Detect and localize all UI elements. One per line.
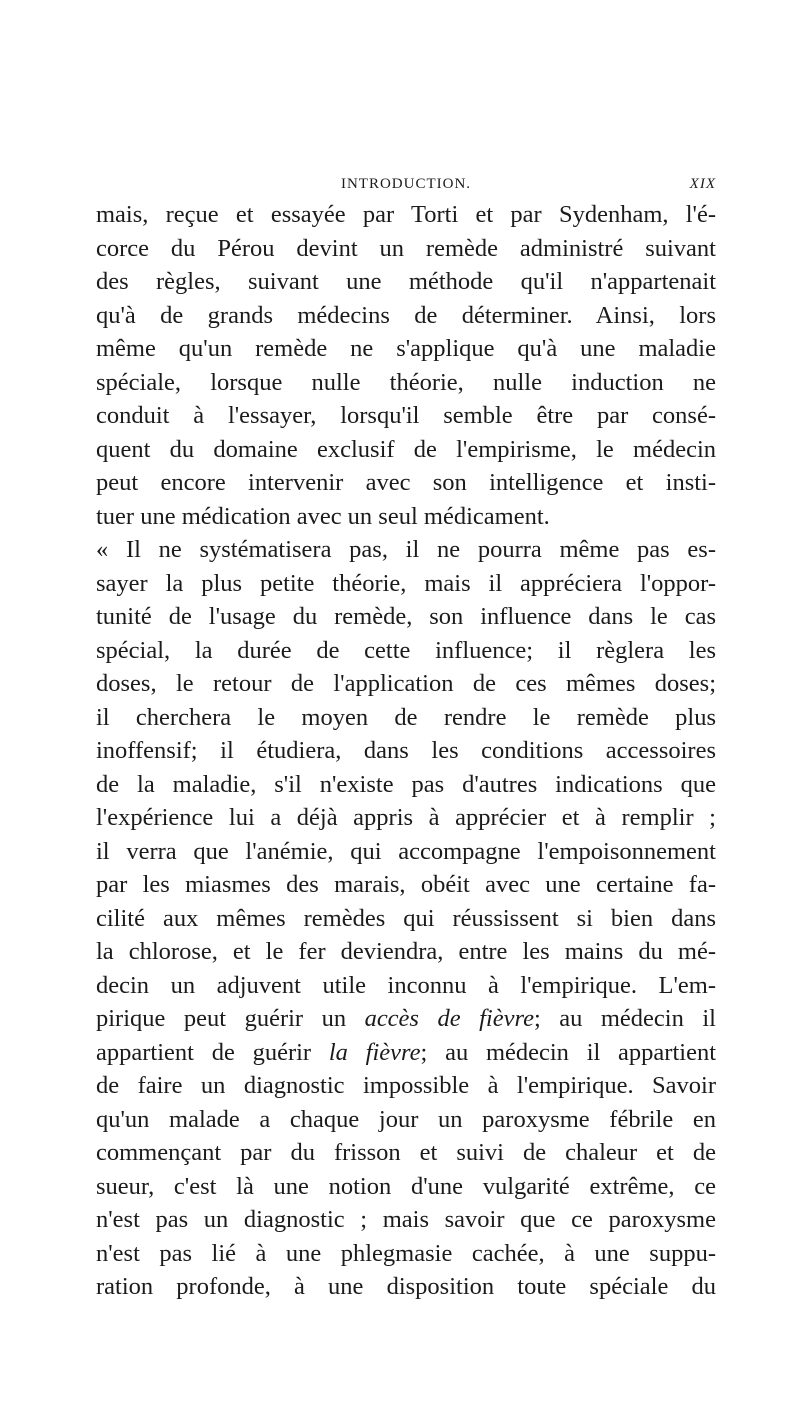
text-line: il verra que l'anémie, qui accompagne l'empoisonnement: [96, 837, 716, 865]
text-line: par les miasmes des marais, obéit avec une certaine fa-: [96, 871, 716, 898]
text-line: il cherchera le moyen de rendre le remède plus: [96, 703, 716, 731]
text-line: ration profonde, à une disposition toute spéciale du: [96, 1273, 716, 1300]
text-line: inoffensif; il étudiera, dans les conditions accessoires: [96, 737, 716, 764]
text-line: la chlorose, et le fer deviendra, entre les mains du mé-: [96, 938, 716, 965]
text-line: tuer une médication avec un seul médicament.: [96, 502, 550, 530]
text-line: qu'un malade a chaque jour un paroxysme fébrile en: [96, 1105, 716, 1133]
text-line: pirique peut guérir un accès de fièvre; au médecin il: [96, 1005, 716, 1032]
text-line: decin un adjuvent utile inconnu à l'empirique. L'em-: [96, 971, 716, 999]
running-head: [96, 176, 716, 198]
running-head-title: INTRODUCTION.: [340, 176, 472, 192]
text-line: peut encore intervenir avec son intelligence et insti-: [96, 469, 716, 496]
text-line: mais, reçue et essayée par Torti et par Sydenham, l'é-: [96, 201, 716, 228]
text-line: commençant par du frisson et suivi de chaleur et de: [96, 1139, 716, 1166]
text-line: conduit à l'essayer, lorsqu'il semble être par consé-: [96, 402, 716, 429]
text-line: tunité de l'usage du remède, son influence dans le cas: [96, 603, 716, 630]
text-line: même qu'un remède ne s'applique qu'à une maladie: [96, 335, 716, 362]
text-line: sayer la plus petite théorie, mais il appréciera l'oppor-: [96, 569, 716, 597]
text-line: n'est pas lié à une phlegmasie cachée, à une suppu-: [96, 1239, 716, 1267]
text-line: n'est pas un diagnostic ; mais savoir que ce paroxysme: [96, 1206, 716, 1233]
text-line: doses, le retour de l'application de ces mêmes doses;: [96, 670, 716, 697]
text-line: sueur, c'est là une notion d'une vulgarité extrême, ce: [96, 1172, 716, 1200]
text-line: corce du Pérou devint un remède administré suivant: [96, 234, 716, 262]
text-line: appartient de guérir la fièvre; au médecin il appartient: [96, 1038, 717, 1066]
text-line: de la maladie, s'il n'existe pas d'autres indications que: [96, 770, 716, 798]
text-line: spéciale, lorsque nulle théorie, nulle induction ne: [96, 368, 716, 396]
body-text: [96, 198, 716, 1304]
text-line: « Il ne systématisera pas, il ne pourra même pas es-: [96, 536, 716, 563]
text-line: des règles, suivant une méthode qu'il n'appartenait: [96, 268, 716, 295]
text-line: spécial, la durée de cette influence; il règlera les: [96, 636, 716, 664]
text-line: de faire un diagnostic impossible à l'empirique. Savoir: [96, 1072, 716, 1099]
text-line: quent du domaine exclusif de l'empirisme, le médecin: [96, 435, 716, 463]
page-number: XIX: [689, 176, 716, 192]
text-line: l'expérience lui a déjà appris à apprécier et à remplir ;: [96, 804, 716, 831]
text-line: cilité aux mêmes remèdes qui réussissent si bien dans: [96, 904, 716, 932]
text-line: qu'à de grands médecins de déterminer. Ainsi, lors: [96, 301, 716, 329]
